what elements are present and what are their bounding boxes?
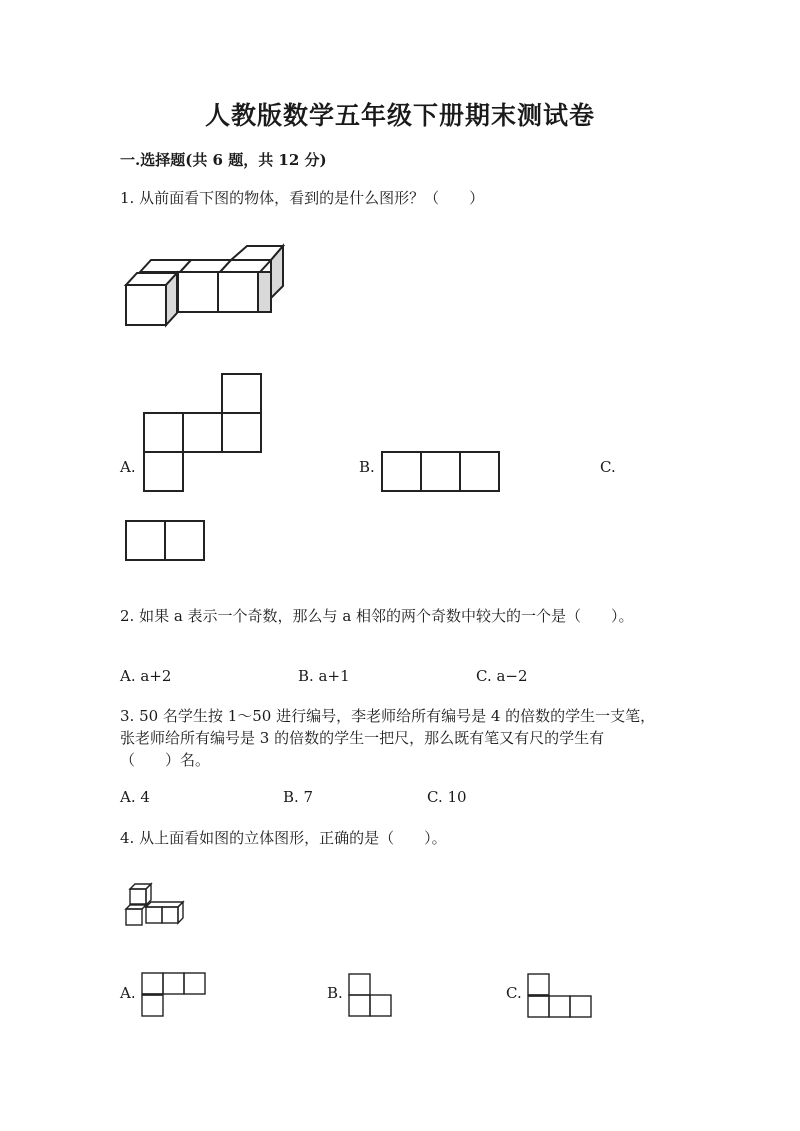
q4-option-c-label[interactable]: C. bbox=[506, 984, 522, 1002]
q1-option-c-label[interactable]: C. bbox=[600, 458, 616, 476]
q4-option-c-figure bbox=[527, 973, 593, 1019]
q4-option-a-label[interactable]: A. bbox=[120, 984, 136, 1002]
q4-option-b-figure bbox=[348, 973, 393, 1019]
q3-option-a[interactable]: A. 4 bbox=[120, 788, 150, 806]
q1-option-a-figure bbox=[142, 373, 264, 493]
question-3-line-3: （ ）名。 bbox=[120, 751, 211, 769]
question-3-line-2: 张老师给所有编号是 3 的倍数的学生一把尺，那么既有笔又有尺的学生有 bbox=[120, 729, 605, 747]
section-heading: 一.选择题(共 6 题，共 12 分) bbox=[120, 151, 327, 169]
q1-option-a-label[interactable]: A. bbox=[120, 458, 136, 476]
question-2-text: 2. 如果 a 表示一个奇数，那么与 a 相邻的两个奇数中较大的一个是（ ）。 bbox=[120, 607, 634, 625]
question-4-text: 4. 从上面看如图的立体图形，正确的是（ ）。 bbox=[120, 829, 447, 847]
q3-option-b[interactable]: B. 7 bbox=[283, 788, 314, 806]
q4-option-a-figure bbox=[141, 972, 207, 1018]
q2-option-b[interactable]: B. a+1 bbox=[298, 667, 350, 685]
page-title: 人教版数学五年级下册期末测试卷 bbox=[204, 101, 595, 130]
q1-option-b-figure bbox=[381, 451, 503, 493]
q1-option-b-label[interactable]: B. bbox=[359, 458, 375, 476]
q2-option-a[interactable]: A. a+2 bbox=[120, 667, 172, 685]
q4-option-b-label[interactable]: B. bbox=[327, 984, 343, 1002]
question-1-text: 1. 从前面看下图的物体，看到的是什么图形？（ ） bbox=[120, 189, 485, 207]
q3-option-c[interactable]: C. 10 bbox=[427, 788, 467, 806]
question-3-line-1: 3. 50 名学生按 1～50 进行编号，李老师给所有编号是 4 的倍数的学生一支笔， bbox=[120, 707, 656, 725]
q1-option-c-figure bbox=[125, 520, 207, 562]
q4-solid-figure bbox=[124, 883, 188, 929]
q2-option-c[interactable]: C. a−2 bbox=[476, 667, 528, 685]
q1-solid-figure bbox=[120, 240, 290, 335]
